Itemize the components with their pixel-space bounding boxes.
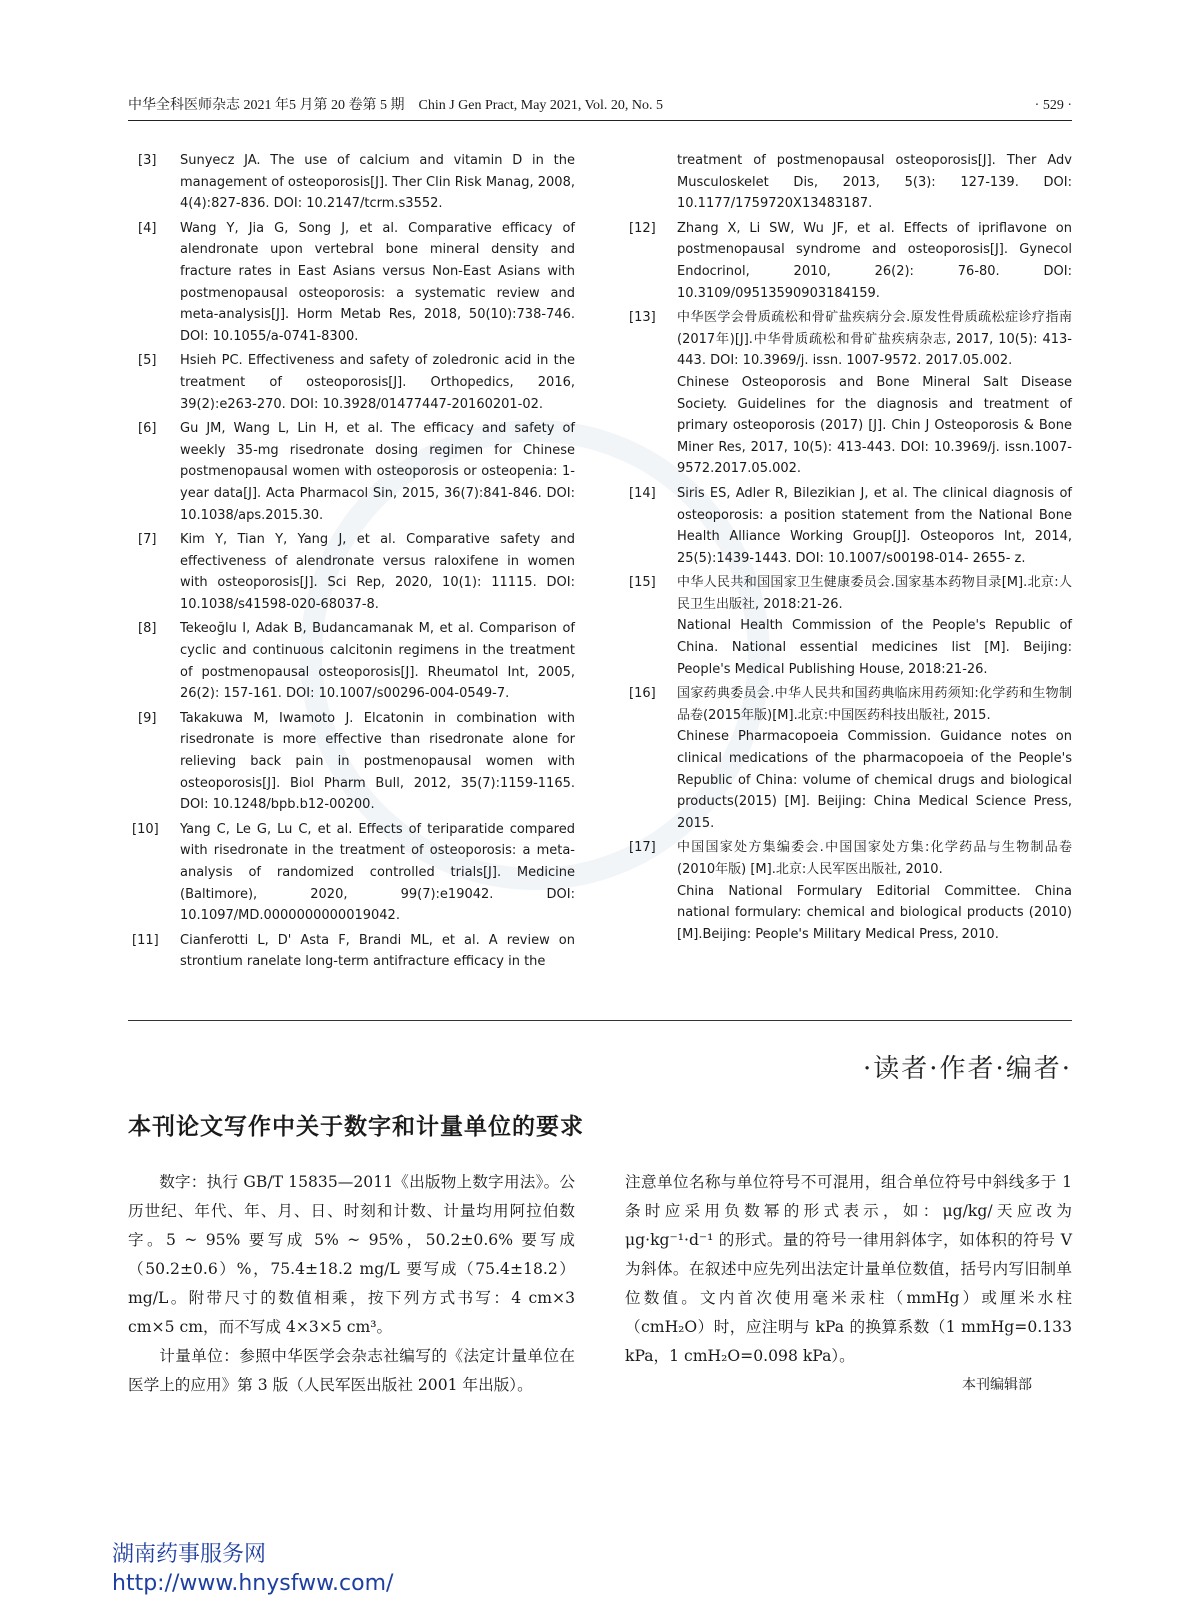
site-footer xyxy=(112,1540,393,1598)
reference-text: Kim Y, Tian Y, Yang J, et al. Comparative safety and effectiveness of alendronate versus raloxifene in women with osteoporosis[J]. Sci Rep, 2020, 10(1): 11115. DOI: 10.1038/s41598-020-68037-8. xyxy=(180,532,575,612)
journal-en: Chin J Gen Pract, May 2021, Vol. 20, No. 5 xyxy=(418,98,663,113)
reference-number: [11] xyxy=(132,932,159,948)
reference-text: Siris ES, Adler R, Bilezikian J, et al. The clinical diagnosis of osteoporosis: a position statement from the National Bone Health Alliance Working Group[J]. Osteoporos Int, 2014, 25(5):1439-1443. DOI: 10.1007/s00198-014- 2655- z. xyxy=(677,485,1072,566)
references-left-column xyxy=(128,150,575,976)
reference-text-en: Chinese Pharmacopoeia Commission. Guidance notes on clinical medications of the pharmacopoeia of the People's Republic of China: volume of chemical drugs and biological products(2015) [M]. Beijing: China Medical Science Press, 2015. xyxy=(677,729,1072,831)
journal-citation xyxy=(128,96,663,116)
reference-text: treatment of postmenopausal osteoporosis[J]. Ther Adv Musculoskelet Dis, 2013, 5(3): 127-139. DOI: 10.1177/1759720X13483187. xyxy=(677,153,1072,212)
site-name: 湖南药事服务网 xyxy=(112,1542,267,1567)
reference-text: Tekeoğlu I, Adak B, Budancamanak M, et al. Comparison of cyclic and continuous calcitonin regimens in the treatment of postmenopausal osteoporosis[J]. Rheumatol Int, 2005, 26(2): 157-161. DOI: 10.1007/s00296-004-0549-7. xyxy=(180,621,575,702)
article-body-left xyxy=(128,1168,575,1400)
site-url-link[interactable]: http://www.hnysfww.com/ xyxy=(112,1571,394,1596)
reference-number: [6] xyxy=(138,421,157,437)
reference-number: [15] xyxy=(629,575,656,591)
reference-text: Zhang X, Li SW, Wu JF, et al. Effects of ipriflavone on postmenopausal syndrome and osteoporosis[J]. Gynecol Endocrinol, 2010, 26(2): 76-80. DOI: 10.3109/09513590903184159. xyxy=(677,220,1072,301)
reference-continuation xyxy=(625,150,1072,215)
reference-number: [16] xyxy=(629,686,656,702)
reference-number: [5] xyxy=(138,353,157,369)
reference-number: [12] xyxy=(629,220,656,236)
reference-text: 中华人民共和国国家卫生健康委员会.国家基本药物目录[M].北京:人民卫生出版社, 2018:21-26. xyxy=(677,575,1072,612)
reference-item xyxy=(128,350,575,415)
reference-item xyxy=(625,572,1072,680)
reference-text: 中国国家处方集编委会.中国国家处方集:化学药品与生物制品卷(2010年版) [M].北京:人民军医出版社, 2010. xyxy=(677,840,1072,877)
references-right-column xyxy=(625,150,1072,948)
page-number: · 529 · xyxy=(1034,98,1072,113)
reference-item xyxy=(128,930,575,973)
reference-item xyxy=(625,683,1072,834)
reference-text: 国家药典委员会.中华人民共和国药典临床用药须知:化学药和生物制品卷(2015年版)[M].北京:中国医药科技出版社, 2015. xyxy=(677,686,1072,723)
article-body-right xyxy=(625,1168,1072,1400)
running-header xyxy=(128,96,1072,121)
paragraph-units: 计量单位：参照中华医学会杂志社编写的《法定计量单位在医学上的应用》第 3 版（人民军医出版社 2001 年出版）。 xyxy=(128,1347,575,1394)
reference-item xyxy=(128,150,575,215)
reference-item xyxy=(128,529,575,615)
reference-item xyxy=(128,819,575,927)
reference-text: Wang Y, Jia G, Song J, et al. Comparative efficacy of alendronate upon vertebral bone mineral density and fracture rates in East Asians versus Non-East Asians with postmenopausal osteoporosis: a systematic review and meta-analysis[J]. Horm Metab Res, 2018, 50(10):738-746. DOI: 10.1055/a-0741-8300. xyxy=(180,220,575,344)
article-title: 本刊论文写作中关于数字和计量单位的要求 xyxy=(128,1114,584,1140)
reference-number: [14] xyxy=(629,485,656,501)
reference-item xyxy=(128,418,575,526)
editorial-signature: 本刊编辑部 xyxy=(962,1377,1032,1393)
journal-cn: 中华全科医师杂志 2021 年5 月第 20 卷第 5 期 xyxy=(128,98,405,113)
paragraph-units-cont: 注意单位名称与单位符号不可混用，组合单位符号中斜线多于 1 条时应采用负数幂的形式表示，如：μg/kg/天应改为 μg·kg⁻¹·d⁻¹ 的形式。量的符号一律用斜体字，如体积的符号 V 为斜体。在叙述中应先列出法定计量单位数值，括号内写旧制单位数值。文内首次使用毫米汞柱（mmHg）或厘米水柱（cmH₂O）时，应注明与 kPa 的换算系数（1 mmHg=0.133 kPa，1 cmH₂O=0.098 kPa）。 xyxy=(625,1173,1072,1365)
reference-text: Sunyecz JA. The use of calcium and vitamin D in the management of osteoporosis[J]. Ther Clin Risk Manag, 2008, 4(4):827-836. DOI: 10.2147/tcrm.s3552. xyxy=(180,153,575,212)
reference-item xyxy=(128,618,575,704)
reference-text-en: National Health Commission of the People's Republic of China. National essential medicines list [M]. Beijing: People's Medical Publishing House, 2018:21-26. xyxy=(677,618,1072,677)
reference-number: [8] xyxy=(138,621,157,637)
reference-number: [17] xyxy=(629,840,656,856)
reference-text-en: Chinese Osteoporosis and Bone Mineral Salt Disease Society. Guidelines for the diagnosis and treatment of primary osteoporosis (2017) [J]. Chin J Osteoporosis & Bone Miner Res, 2017, 10(5): 413-443. DOI: 10.3969/j. issn.1007-9572.2017.05.002. xyxy=(677,374,1072,477)
reference-text-en: China National Formulary Editorial Committee. China national formulary: chemical and biological products (2010)[M].Beijing: People's Military Medical Press, 2010. xyxy=(677,883,1072,942)
paragraph-numbers: 数字：执行 GB/T 15835—2011《出版物上数字用法》。公历世纪、年代、年、月、日、时刻和计数、计量均用阿拉伯数字。5 ~ 95% 要写成 5% ~ 95%，50.2±0.6% 要写成（50.2±0.6）%，75.4±18.2 mg/L 要写成（75.4±18.2）mg/L。附带尺寸的数值相乘，按下列方式书写：4 cm×3 cm×5 cm，而不写成 4×3×5 cm³。 xyxy=(128,1173,575,1336)
reference-text: Yang C, Le G, Lu C, et al. Effects of teriparatide compared with risedronate in the treatment of osteoporosis: a meta-analysis of randomized controlled trials[J]. Medicine (Baltimore), 2020, 99(7):e19042. DOI: 10.1097/MD.0000000000019042. xyxy=(180,821,575,924)
reference-item xyxy=(625,837,1072,945)
reference-text: Gu JM, Wang L, Lin H, et al. The efficacy and safety of weekly 35-mg risedronate dosing regimen for Chinese postmenopausal women with osteoporosis or osteopenia: 1-year data[J]. Acta Pharmacol Sin, 2015, 36(7):841-846. DOI: 10.1038/aps.2015.30. xyxy=(180,421,575,523)
reference-text: Takakuwa M, Iwamoto J. Elcatonin in combination with risedronate is more effective than risedronate alone for relieving back pain in postmenopausal women with osteoporosis[J]. Biol Pharm Bull, 2012, 35(7):1159-1165. DOI: 10.1248/bpb.b12-00200. xyxy=(180,710,575,813)
reference-item xyxy=(625,218,1072,304)
reference-number: [10] xyxy=(132,821,159,837)
reference-number: [7] xyxy=(138,532,157,548)
reference-item xyxy=(625,307,1072,480)
reference-item xyxy=(128,218,575,348)
reference-item xyxy=(128,708,575,816)
reference-text: Cianferotti L, D' Asta F, Brandi ML, et al. A review on strontium ranelate long-term antifracture efficacy in the xyxy=(180,932,575,970)
reference-text: Hsieh PC. Effectiveness and safety of zoledronic acid in the treatment of osteoporosis[J]. Orthopedics, 2016, 39(2):e263-270. DOI: 10.3928/01477447-20160201-02. xyxy=(180,353,575,412)
reference-number: [13] xyxy=(629,310,656,326)
reference-number: [9] xyxy=(138,710,157,726)
reference-item xyxy=(625,483,1072,569)
reference-number: [3] xyxy=(138,153,157,168)
section-divider xyxy=(128,1020,1072,1021)
reference-number: [4] xyxy=(138,220,157,236)
section-label: ·读者·作者·编者· xyxy=(862,1054,1072,1084)
reference-text: 中华医学会骨质疏松和骨矿盐疾病分会.原发性骨质疏松症诊疗指南(2017年)[J].中华骨质疏松和骨矿盐疾病杂志, 2017, 10(5): 413-443. DOI: 10.3969/j. issn. 1007-9572. 2017.05.002. xyxy=(677,310,1072,369)
